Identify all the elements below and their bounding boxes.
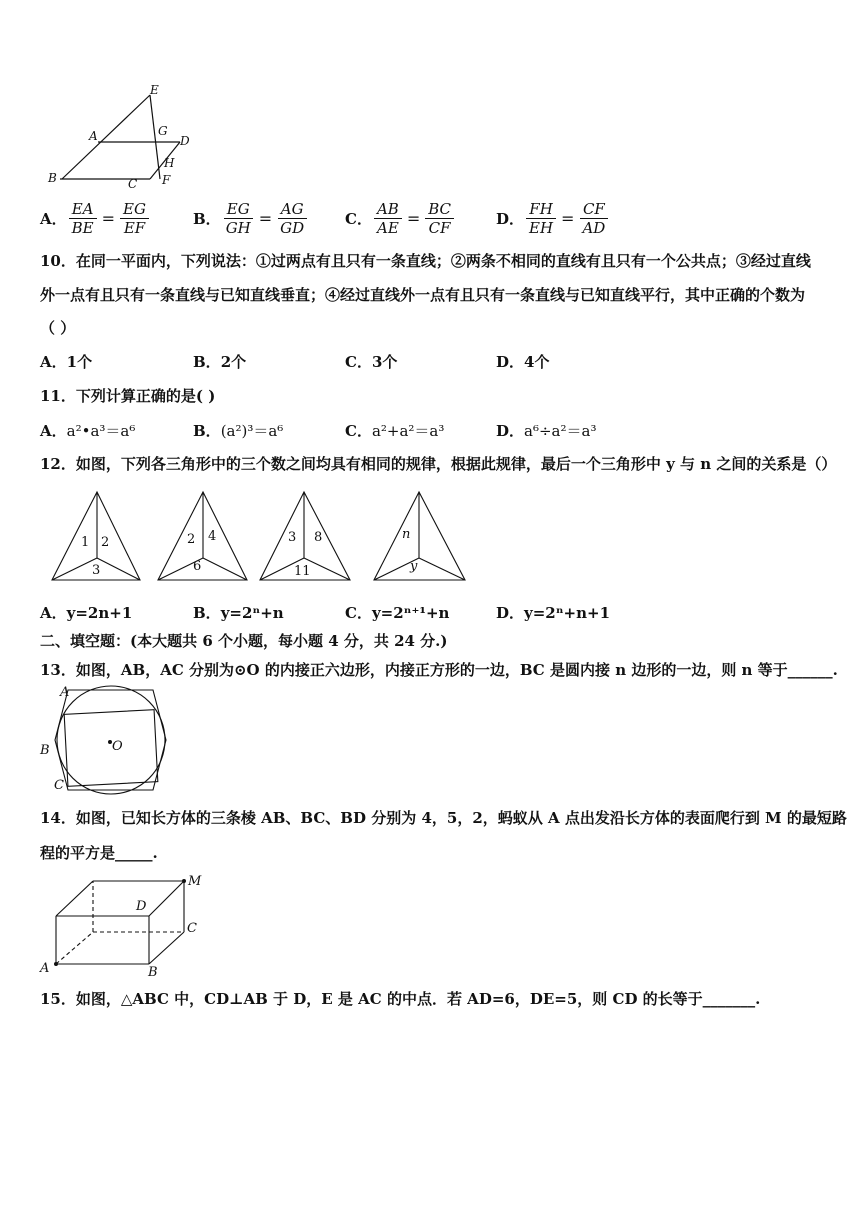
q10-option-d[interactable]: D．4个 [496, 353, 550, 371]
fraction-right: $\frac{CF}{AD}$ [579, 200, 608, 237]
tri2-left: 2 [187, 532, 196, 547]
q9-option-d[interactable]: D． $\frac{FH}{EH}$ = $\frac{CF}{AD}$ [496, 200, 610, 237]
fraction-right: $\frac{BC}{CF}$ [425, 200, 454, 237]
label-D: D [136, 899, 147, 914]
tri1-left: 1 [81, 535, 90, 550]
q10-stem-line1: 10．在同一平面内，下列说法：①过两点有且只有一条直线；②两条不相同的直线有且只有一个公共点；③经过直线 [40, 252, 811, 270]
line-BE [62, 95, 150, 179]
q11-option-d[interactable]: D．a⁶÷a²＝a³ [496, 422, 597, 440]
fraction-left: $\frac{FH}{EH}$ [526, 200, 556, 237]
q14-figure [36, 872, 216, 982]
q9-figure [40, 82, 210, 192]
q12-option-d[interactable]: D．y=2ⁿ+n+1 [496, 604, 611, 622]
q12-triangles-figure [40, 488, 480, 586]
q10-stem-line2: 外一点有且只有一条直线与已知直线垂直；④经过直线外一点有且只有一条直线与已知直线平行，其中正确的个数为 [40, 286, 806, 304]
label-B: B [148, 965, 158, 980]
q9-option-c[interactable]: C． $\frac{AB}{AE}$ = $\frac{BC}{CF}$ [345, 200, 456, 237]
q11-stem: 11．下列计算正确的是( ) [40, 387, 216, 405]
tri3-left: 3 [288, 530, 297, 545]
triangle-2 [158, 492, 247, 580]
point-M [182, 879, 186, 883]
label-B: B [40, 743, 50, 758]
label-O: O [112, 739, 123, 754]
triangle-4 [374, 492, 465, 580]
option-label: C． [345, 210, 372, 228]
label-A: A [89, 129, 98, 143]
q11-option-c[interactable]: C．a²+a²＝a³ [345, 422, 445, 440]
q12-option-a[interactable]: A．y=2n+1 [40, 604, 133, 622]
tri2-bottom: 6 [193, 559, 202, 574]
q10-stem-line3: （ ） [40, 319, 76, 337]
fraction-right: $\frac{AG}{GD}$ [277, 200, 307, 237]
label-C: C [187, 921, 197, 936]
q13-figure [38, 684, 168, 796]
label-F: F [162, 173, 171, 187]
fraction-left: $\frac{AB}{AE}$ [374, 200, 402, 237]
q12-option-b[interactable]: B．y=2ⁿ+n [193, 604, 284, 622]
section-heading: 二、填空题：(本大题共 6 个小题，每小题 4 分，共 24 分.) [40, 632, 448, 650]
circle-O [57, 686, 165, 794]
label-D: D [180, 134, 190, 148]
q14-stem-line1: 14．如图，已知长方体的三条棱 AB、BC、BD 分别为 4，5，2，蚂蚁从 A 点出发沿长方体的表面爬行到 M 的最短路 [40, 809, 847, 827]
label-A: A [40, 961, 50, 976]
q9-option-a[interactable]: A． $\frac{EA}{BE}$ = $\frac{EG}{EF}$ [40, 200, 151, 237]
q12-stem: 12．如图，下列各三角形中的三个数之间均具有相同的规律，根据此规律，最后一个三角形中 y 与 n 之间的关系是（） [40, 455, 837, 473]
label-H: H [164, 156, 175, 170]
tri4-bottom: y [410, 559, 418, 574]
inscribed-hexagon [55, 690, 166, 790]
fraction-left: $\frac{EG}{GH}$ [225, 200, 251, 237]
q14-stem-line2: 程的平方是_____. [40, 844, 158, 862]
label-G: G [158, 124, 168, 138]
q11-option-a[interactable]: A．a²•a³＝a⁶ [40, 422, 136, 440]
tri3-right: 8 [314, 530, 323, 545]
fraction-right: $\frac{EG}{EF}$ [120, 200, 149, 237]
q15-stem: 15．如图，△ABC 中，CD⊥AB 于 D，E 是 AC 的中点．若 AD=6，DE=5，则 CD 的长等于_______. [40, 990, 761, 1008]
q10-option-b[interactable]: B．2个 [193, 353, 247, 371]
q10-option-c[interactable]: C．3个 [345, 353, 398, 371]
label-E: E [150, 83, 159, 97]
label-A: A [60, 685, 70, 700]
q10-option-a[interactable]: A．1个 [40, 353, 93, 371]
tri4-left: n [402, 527, 411, 542]
option-label: B． [193, 210, 221, 228]
tri1-right: 2 [101, 535, 110, 550]
label-C: C [128, 177, 138, 191]
label-C: C [54, 778, 64, 793]
tri2-right: 4 [208, 529, 217, 544]
q11-option-b[interactable]: B．(a²)³＝a⁶ [193, 422, 284, 440]
q9-option-b[interactable]: B． $\frac{EG}{GH}$ = $\frac{AG}{GD}$ [193, 200, 309, 237]
tri3-bottom: 11 [294, 564, 311, 579]
point-A [54, 962, 58, 966]
q13-stem: 13．如图，AB，AC 分别为⊙O 的内接正六边形，内接正方形的一边，BC 是圆内接 n 边形的一边，则 n 等于______. [40, 661, 838, 679]
fraction-left: $\frac{EA}{BE}$ [69, 200, 97, 237]
inscribed-square [64, 710, 158, 787]
option-label: D． [496, 210, 525, 228]
label-M: M [188, 874, 202, 889]
label-B: B [48, 171, 57, 185]
tri1-bottom: 3 [92, 563, 101, 578]
q12-option-c[interactable]: C．y=2ⁿ⁺¹+n [345, 604, 450, 622]
option-label: A． [40, 210, 67, 228]
